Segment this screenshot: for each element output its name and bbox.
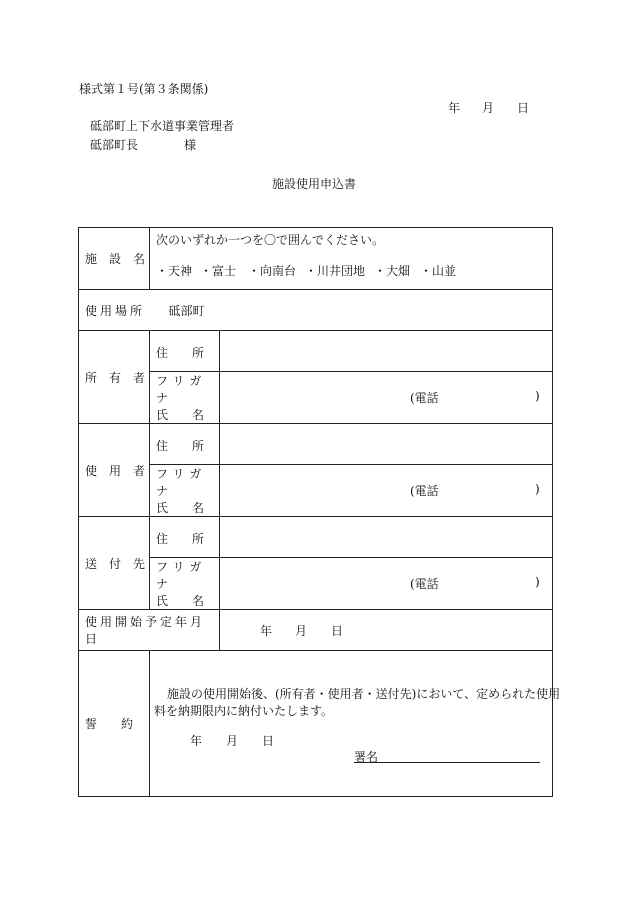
- facility-label: 施 設 名: [85, 252, 146, 266]
- user-phone-close: ): [535, 482, 540, 496]
- facility-row: [79, 228, 553, 290]
- form-number: 様式第１号(第３条関係): [79, 82, 209, 96]
- user-label: 使 用 者: [85, 463, 146, 478]
- user-address-label: 住 所: [156, 439, 205, 453]
- recipient-phone-close: ): [535, 575, 540, 589]
- location-label: 使用場所: [85, 303, 146, 318]
- recipient-name-row: [79, 558, 553, 610]
- pledge-label: 誓 約: [85, 717, 134, 731]
- owner-address-row: [79, 331, 553, 372]
- owner-phone-label: (電話: [410, 391, 439, 405]
- recipient-address-field[interactable]: [220, 517, 553, 558]
- facility-option-yamanami[interactable]: ・山並: [420, 264, 457, 278]
- signature-label: 署名: [354, 750, 379, 764]
- start-date-month: 月: [295, 623, 308, 638]
- pledge-month: 月: [226, 734, 239, 748]
- facility-option-konandai[interactable]: ・向南台: [248, 264, 297, 278]
- owner-name-field[interactable]: [220, 372, 553, 424]
- facility-option-tenjin[interactable]: ・天神: [156, 264, 193, 278]
- start-date-day: 日: [331, 623, 344, 638]
- recipient-phone-label: (電話: [410, 577, 439, 591]
- owner-label: 所 有 者: [85, 370, 146, 385]
- start-date-field[interactable]: [220, 610, 553, 651]
- document-title: 施設使用申込書: [272, 177, 357, 191]
- owner-phone-close: ): [535, 389, 540, 403]
- pledge-day: 日: [262, 734, 275, 748]
- facility-option-fuji[interactable]: ・富士: [200, 264, 237, 278]
- date-year-label: 年: [448, 101, 461, 115]
- facility-option-ohata[interactable]: ・大畑: [374, 264, 411, 278]
- recipient-label: 送 付 先: [85, 556, 146, 571]
- pledge-year: 年: [190, 734, 203, 748]
- date-month-label: 月: [482, 101, 495, 115]
- addressee-manager: 砥部町上下水道事業管理者: [90, 119, 235, 133]
- owner-address-label: 住 所: [156, 346, 205, 360]
- user-address-field[interactable]: [220, 424, 553, 465]
- user-name-field[interactable]: [220, 465, 553, 517]
- location-row: [79, 290, 553, 331]
- pledge-text-line2: 料を納期限内に納付いたします。: [154, 704, 334, 718]
- pledge-row: [79, 651, 553, 797]
- owner-name-row: [79, 372, 553, 424]
- start-date-year: 年: [260, 623, 273, 638]
- pledge-text-line1: 施設の使用開始後、(所有者・使用者・送付先)において、定められた使用: [167, 687, 561, 701]
- user-name-label: 氏 名: [156, 501, 205, 515]
- facility-instruction: 次のいずれか一つを〇で囲んでください。: [156, 233, 385, 247]
- application-form-table: [78, 227, 561, 797]
- user-name-row: [79, 465, 553, 517]
- user-furigana-label: フリガナ: [156, 467, 207, 498]
- owner-address-field[interactable]: [220, 331, 553, 372]
- recipient-name-field[interactable]: [220, 558, 553, 610]
- recipient-name-label: 氏 名: [156, 594, 205, 608]
- recipient-furigana-label: フリガナ: [156, 560, 207, 591]
- recipient-address-label: 住 所: [156, 532, 205, 546]
- date-day-label: 日: [517, 101, 530, 115]
- recipient-address-row: [79, 517, 553, 558]
- addressee-mayor: 砥部町長: [90, 138, 139, 152]
- owner-name-label: 氏 名: [156, 408, 205, 422]
- start-date-label: 使用開始予定年月日: [85, 615, 206, 646]
- start-date-row: [79, 610, 553, 651]
- addressee-honorific: 様: [184, 138, 197, 152]
- user-phone-label: (電話: [410, 484, 439, 498]
- owner-furigana-label: フリガナ: [156, 374, 207, 405]
- user-address-row: [79, 424, 553, 465]
- facility-option-kawai-danchi[interactable]: ・川井団地: [305, 264, 366, 278]
- facility-options: [150, 248, 552, 279]
- signature-line[interactable]: [354, 748, 540, 763]
- location-value[interactable]: 砥部町: [168, 303, 205, 318]
